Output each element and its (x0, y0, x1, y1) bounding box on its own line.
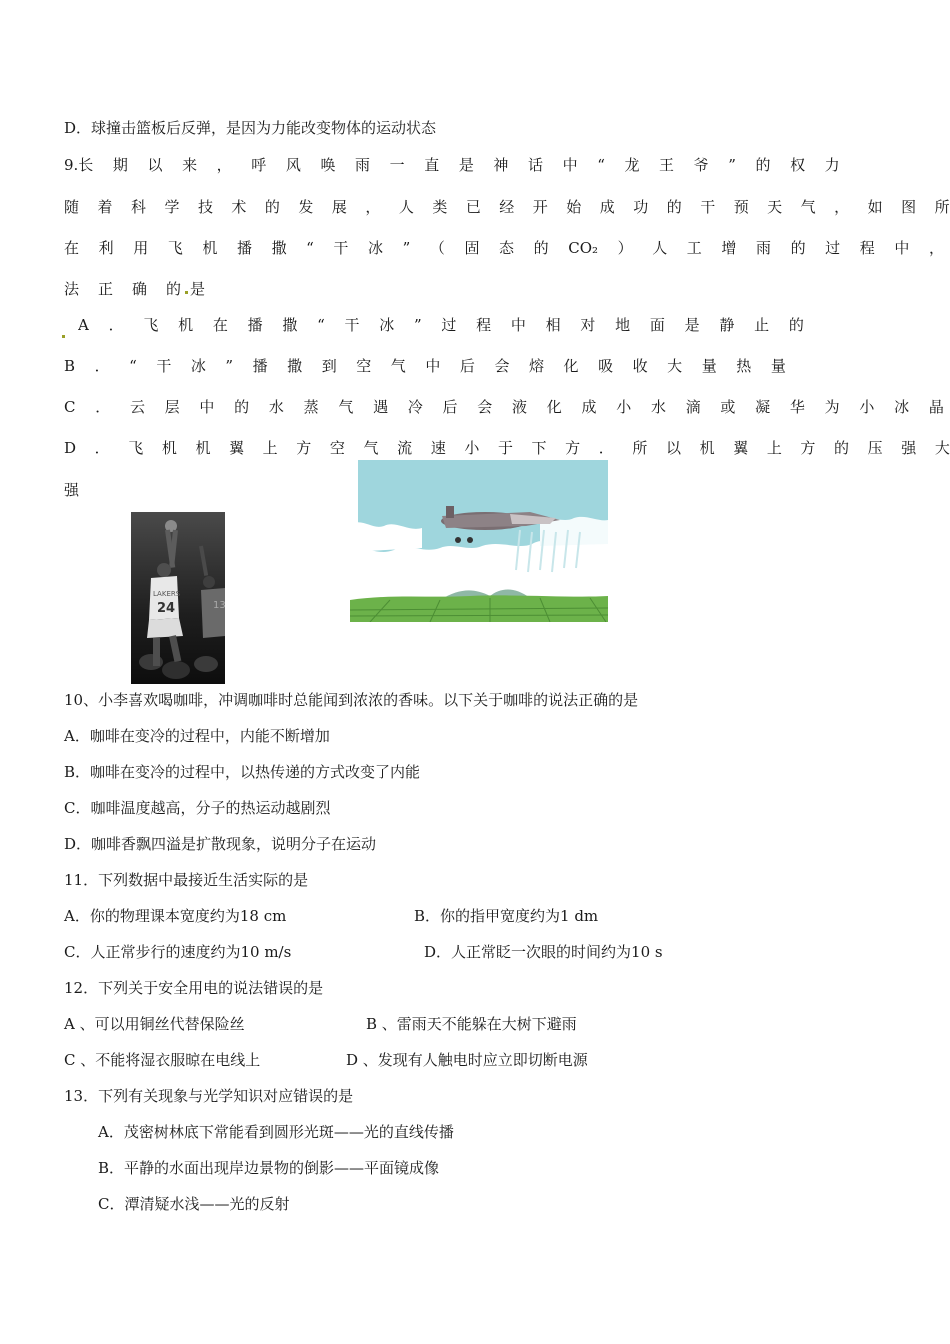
jersey-number: 24 (157, 601, 176, 616)
glyph: 干 (156, 357, 172, 375)
glyph: 一 (389, 156, 405, 174)
glyph: ） (617, 239, 633, 257)
glyph: 龙 (624, 156, 640, 174)
airplane-seeding-illustration (350, 460, 610, 622)
q10-option-a: A．咖啡在变冷的过程中，内能不断增加 (64, 727, 330, 745)
glyph: 以 (147, 156, 163, 174)
glyph: 大 (667, 357, 683, 375)
glyph: 技 (197, 198, 213, 216)
glyph: 神 (493, 156, 509, 174)
jersey-name: LAKERS (153, 590, 181, 598)
glyph: 爷 (693, 156, 709, 174)
q9-stem-line-4-end: 是 (190, 280, 208, 298)
glyph: 云 (129, 398, 145, 416)
q9-stem-line-4 (64, 279, 207, 299)
glyph: 量 (770, 357, 786, 375)
glyph: ． (598, 439, 614, 457)
q9-stem-line-2 (64, 197, 950, 217)
q11-option-a: A．你的物理课本宽度约为18 cm (64, 907, 287, 925)
glyph: 地 (615, 316, 631, 334)
glyph: （ (429, 239, 445, 257)
glyph: 过 (825, 239, 841, 257)
glyph: 的 (533, 239, 549, 257)
glyph: 功 (633, 198, 649, 216)
q11-option-b: B．你的指甲宽度约为1 dm (414, 907, 599, 925)
glyph: “ (597, 156, 605, 174)
glyph: 唤 (320, 156, 336, 174)
glyph: ， (216, 156, 232, 174)
glyph: 收 (632, 357, 648, 375)
glyph: ， (365, 198, 381, 216)
glyph: 雨 (755, 239, 771, 257)
glyph: 始 (566, 198, 582, 216)
glyph: 术 (231, 198, 247, 216)
glyph: 冰 (368, 239, 384, 257)
glyph: 工 (686, 239, 702, 257)
glyph: 是 (458, 156, 474, 174)
glyph: 强 (901, 439, 917, 457)
basketball-player-photo (131, 512, 225, 684)
glyph: “ (306, 239, 314, 257)
glyph: 下 (531, 439, 547, 457)
q10-option-b: B．咖啡在变冷的过程中，以热传递的方式改变了内能 (64, 763, 421, 781)
q9-stem-line-4-text: 法 正 确 的 (64, 280, 184, 298)
glyph: B (64, 357, 76, 375)
q8-option-d: D．球撞击篮板后反弹，是因为力能改变物体的运动状态 (64, 119, 437, 137)
glyph: 播 (252, 357, 268, 375)
q9-option-b (64, 356, 786, 376)
glyph: 静 (719, 316, 735, 334)
glyph: 空 (329, 439, 345, 457)
glyph: 雨 (355, 156, 371, 174)
glyph: 或 (720, 398, 736, 416)
glyph: 冰 (190, 357, 206, 375)
q10-option-d: D．咖啡香飘四溢是扩散现象，说明分子在运动 (64, 835, 377, 853)
glyph: 权 (790, 156, 806, 174)
glyph: 为 (824, 398, 840, 416)
glyph: 吸 (598, 357, 614, 375)
glyph: 如 (867, 198, 883, 216)
glyph: 学 (164, 198, 180, 216)
glyph: 的 (790, 239, 806, 257)
glyph: 撒 (271, 239, 287, 257)
glyph: 过 (441, 316, 457, 334)
glyph: ． (95, 398, 111, 416)
q10-stem: 10、小李喜欢喝咖啡，冲调咖啡时总能闻到浓浓的香味。以下关于咖啡的说法正确的是 (64, 691, 639, 709)
glyph: 中 (562, 156, 578, 174)
glyph: 滴 (685, 398, 701, 416)
glyph: ． (94, 357, 110, 375)
glyph: 冰 (894, 398, 910, 416)
glyph: 冰 (379, 316, 395, 334)
glyph: 的 (834, 439, 850, 457)
glyph: 化 (546, 398, 562, 416)
glyph: 随 (64, 198, 80, 216)
q13-option-a: A．茂密树林底下常能看到圆形光斑——光的直线传播 (98, 1123, 454, 1141)
glyph: 撒 (282, 316, 298, 334)
glyph: 速 (430, 439, 446, 457)
q11-option-c: C．人正常步行的速度约为10 m/s (64, 943, 292, 961)
glyph: 干 (700, 198, 716, 216)
glyph: 相 (545, 316, 561, 334)
glyph: 的 (788, 316, 804, 334)
q9-option-a (78, 315, 804, 335)
glyph: 上 (262, 439, 278, 457)
glyph: 气 (390, 357, 406, 375)
glyph: 中 (510, 316, 526, 334)
glyph: 蒸 (303, 398, 319, 416)
glyph: 所 (934, 198, 950, 216)
glyph: 预 (733, 198, 749, 216)
glyph: 小 (616, 398, 632, 416)
glyph: 机 (195, 439, 211, 457)
glyph: 热 (736, 357, 752, 375)
glyph: 话 (528, 156, 544, 174)
glyph: 中 (425, 357, 441, 375)
glyph: 类 (432, 198, 448, 216)
glyph: 风 (285, 156, 301, 174)
glyph: 所 (632, 439, 648, 457)
glyph: 的 (666, 198, 682, 216)
q12-option-d: D 、发现有人触电时应立即切断电源 (346, 1051, 588, 1069)
glyph: 遇 (373, 398, 389, 416)
q12-stem: 12．下列关于安全用电的说法错误的是 (64, 979, 324, 997)
q13-option-b: B．平静的水面出现岸边景物的倒影——平面镜成像 (98, 1159, 440, 1177)
glyph: 于 (497, 439, 513, 457)
glyph: 增 (721, 239, 737, 257)
glyph: 固 (464, 239, 480, 257)
glyph: 方 (565, 439, 581, 457)
glyph: 到 (321, 357, 337, 375)
q9-stem-line-1 (64, 155, 840, 175)
glyph: 程 (476, 316, 492, 334)
glyph: “ (317, 316, 325, 334)
glyph: ” (728, 156, 736, 174)
marker-dot (62, 335, 65, 338)
airplane-scene-icon (350, 460, 610, 622)
glyph: 空 (356, 357, 372, 375)
glyph: C (64, 398, 76, 416)
glyph: 飞 (143, 316, 159, 334)
glyph: 来 (182, 156, 198, 174)
glyph: 化 (563, 357, 579, 375)
glyph: 后 (442, 398, 458, 416)
glyph: 天 (767, 198, 783, 216)
glyph: 成 (599, 198, 615, 216)
glyph: 9.长 (64, 156, 94, 174)
glyph: 在 (64, 239, 80, 257)
glyph: 翼 (733, 439, 749, 457)
glyph: 中 (199, 398, 215, 416)
glyph: 大 (934, 439, 950, 457)
glyph: 人 (652, 239, 668, 257)
glyph: 着 (97, 198, 113, 216)
glyph: 发 (298, 198, 314, 216)
glyph: 呼 (251, 156, 267, 174)
glyph: 华 (789, 398, 805, 416)
glyph: D (64, 439, 77, 457)
q9-option-c (64, 397, 944, 417)
glyph: 利 (98, 239, 114, 257)
glyph: 熔 (528, 357, 544, 375)
q10-option-c: C．咖啡温度越高，分子的热运动越剧烈 (64, 799, 331, 817)
glyph: 面 (649, 316, 665, 334)
glyph: 翼 (229, 439, 245, 457)
q11-option-d: D．人正常眨一次眼的时间约为10 s (424, 943, 663, 961)
glyph: 干 (344, 316, 360, 334)
glyph: A (78, 316, 89, 334)
glyph: ， (834, 198, 850, 216)
glyph: 干 (333, 239, 349, 257)
q9-option-d-continued: 强 (64, 481, 80, 499)
glyph: 态 (499, 239, 515, 257)
glyph: 晶 (928, 398, 944, 416)
glyph: 凝 (755, 398, 771, 416)
glyph: 展 (331, 198, 347, 216)
glyph: 气 (363, 439, 379, 457)
q9-stem-line-3 (64, 238, 944, 258)
glyph: 压 (867, 439, 883, 457)
glyph: 水 (650, 398, 666, 416)
glyph: 流 (397, 439, 413, 457)
glyph: 量 (701, 357, 717, 375)
glyph: 止 (754, 316, 770, 334)
glyph: 机 (161, 439, 177, 457)
glyph: ． (108, 316, 124, 334)
q13-stem: 13．下列有关现象与光学知识对应错误的是 (64, 1087, 354, 1105)
glyph: 已 (465, 198, 481, 216)
glyph: 开 (532, 198, 548, 216)
glyph: 的 (264, 198, 280, 216)
glyph: 在 (212, 316, 228, 334)
glyph: 飞 (167, 239, 183, 257)
q12-option-b: B 、雷雨天不能躲在大树下避雨 (366, 1015, 577, 1033)
glyph: 层 (164, 398, 180, 416)
glyph: “ (129, 357, 137, 375)
glyph: 以 (665, 439, 681, 457)
marker-dot (185, 291, 188, 294)
glyph: 的 (755, 156, 771, 174)
glyph: 小 (859, 398, 875, 416)
glyph: ” (413, 316, 422, 334)
glyph: 科 (130, 198, 146, 216)
glyph: 气 (800, 198, 816, 216)
q9-option-d (64, 438, 950, 458)
glyph: 气 (338, 398, 354, 416)
glyph: 方 (296, 439, 312, 457)
glyph: 机 (178, 316, 194, 334)
glyph: 播 (247, 316, 263, 334)
glyph: ． (94, 439, 110, 457)
q11-stem: 11．下列数据中最接近生活实际的是 (64, 871, 309, 889)
glyph: 人 (398, 198, 414, 216)
q13-option-c: C．潭清疑水浅——光的反射 (98, 1195, 290, 1213)
glyph: 力 (824, 156, 840, 174)
glyph: 机 (699, 439, 715, 457)
basketball-player-icon (131, 512, 225, 684)
glyph: 液 (512, 398, 528, 416)
glyph: 机 (202, 239, 218, 257)
glyph: 小 (464, 439, 480, 457)
glyph: 播 (236, 239, 252, 257)
glyph: 用 (133, 239, 149, 257)
glyph: CO₂ (568, 239, 599, 257)
glyph: 方 (800, 439, 816, 457)
glyph: 水 (268, 398, 284, 416)
glyph: 的 (234, 398, 250, 416)
glyph: 中 (894, 239, 910, 257)
glyph: ” (402, 239, 411, 257)
glyph: 是 (684, 316, 700, 334)
glyph: 经 (499, 198, 515, 216)
glyph: 直 (424, 156, 440, 174)
glyph: 图 (901, 198, 917, 216)
glyph: 冷 (407, 398, 423, 416)
glyph: 期 (112, 156, 128, 174)
defender-number: 13 (213, 600, 225, 611)
glyph: 对 (580, 316, 596, 334)
glyph: 会 (494, 357, 510, 375)
glyph: 撒 (287, 357, 303, 375)
glyph: 后 (459, 357, 475, 375)
glyph: ， (928, 239, 944, 257)
glyph: 成 (581, 398, 597, 416)
q12-option-a: A 、可以用铜丝代替保险丝 (64, 1015, 245, 1033)
q12-option-c: C 、不能将湿衣服晾在电线上 (64, 1051, 261, 1069)
glyph: 飞 (128, 439, 144, 457)
glyph: 程 (859, 239, 875, 257)
glyph: 会 (477, 398, 493, 416)
glyph: 王 (659, 156, 675, 174)
glyph: 上 (766, 439, 782, 457)
glyph: ” (225, 357, 234, 375)
